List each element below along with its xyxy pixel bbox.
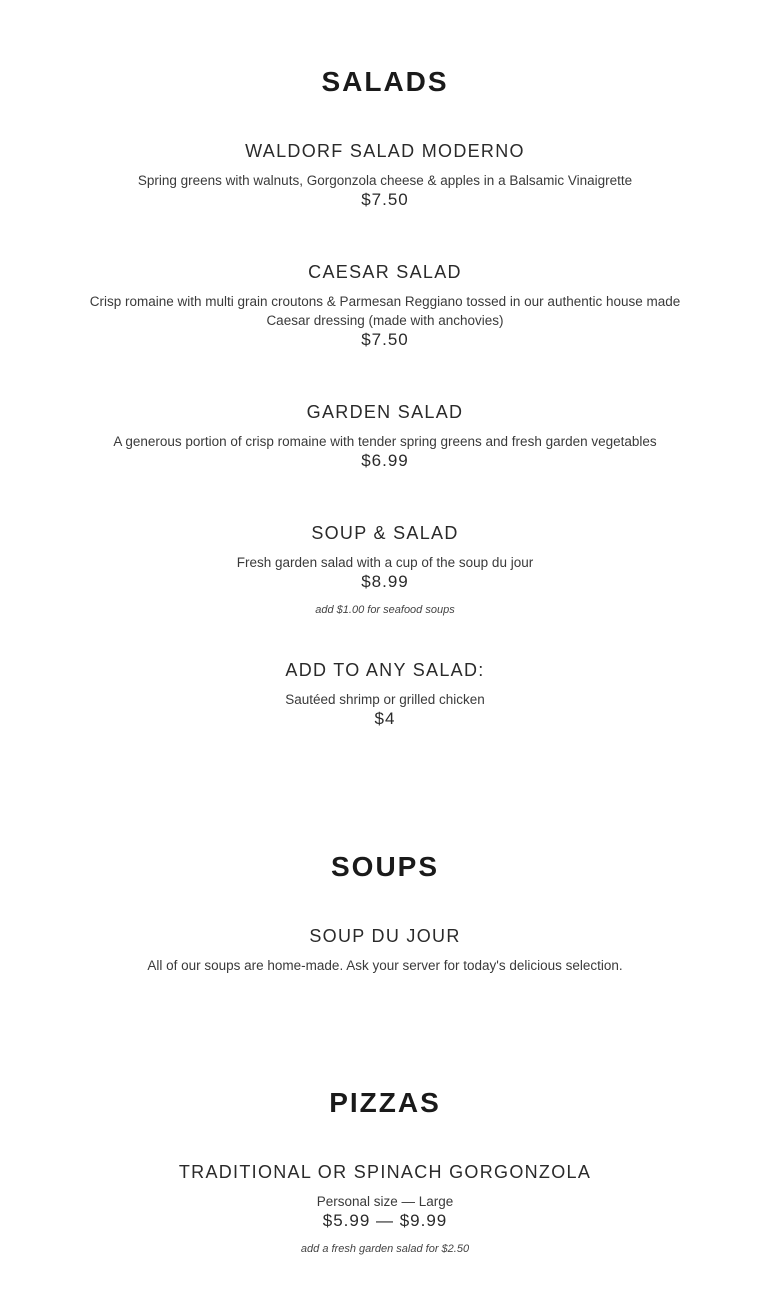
menu-item-name: GARDEN SALAD (306, 402, 464, 422)
section-title-soups: SOUPS (330, 851, 440, 882)
section-title-salads: SALADS (321, 66, 449, 97)
menu-item-name: ADD TO ANY SALAD: (285, 660, 485, 680)
menu-item-name: SOUP DU JOUR (309, 926, 461, 946)
menu-item-description: Crisp romaine with multi grain croutons & Parmesan Reggiano tossed in our authentic house made Caesar dressing (made with anchovies) (89, 294, 681, 328)
menu-item-description: Spring greens with walnuts, Gorgonzola cheese & apples in a Balsamic Vinaigrette (137, 173, 633, 188)
menu-item-description: Sautéed shrimp or grilled chicken (285, 692, 485, 707)
menu-item-price: $8.99 (361, 572, 409, 591)
section-title-pizzas: PIZZAS (329, 1087, 441, 1118)
menu-item-description: All of our soups are home-made. Ask your server for today's delicious selection. (147, 958, 623, 973)
menu-item-note: add a fresh garden salad for $2.50 (300, 1243, 470, 1255)
menu-item-name: CAESAR SALAD (308, 262, 462, 282)
menu-item-description: A generous portion of crisp romaine with tender spring greens and fresh garden vegetables (113, 434, 657, 449)
menu-item-price: $5.99 — $9.99 (322, 1211, 448, 1230)
menu-item-name: SOUP & SALAD (311, 523, 459, 543)
menu-item-description: Fresh garden salad with a cup of the soup du jour (236, 555, 534, 570)
menu-item-price: $7.50 (361, 190, 409, 209)
menu-item-name: TRADITIONAL OR SPINACH GORGONZOLA (178, 1162, 592, 1182)
menu-item-price: $7.50 (361, 330, 409, 349)
menu-item-note: add $1.00 for seafood soups (315, 604, 455, 616)
menu-item-price: $6.99 (361, 451, 409, 470)
menu-item-name: WALDORF SALAD MODERNO (245, 141, 525, 161)
menu-item-description: Personal size — Large (316, 1194, 454, 1209)
menu-item-price: $4 (374, 709, 396, 728)
